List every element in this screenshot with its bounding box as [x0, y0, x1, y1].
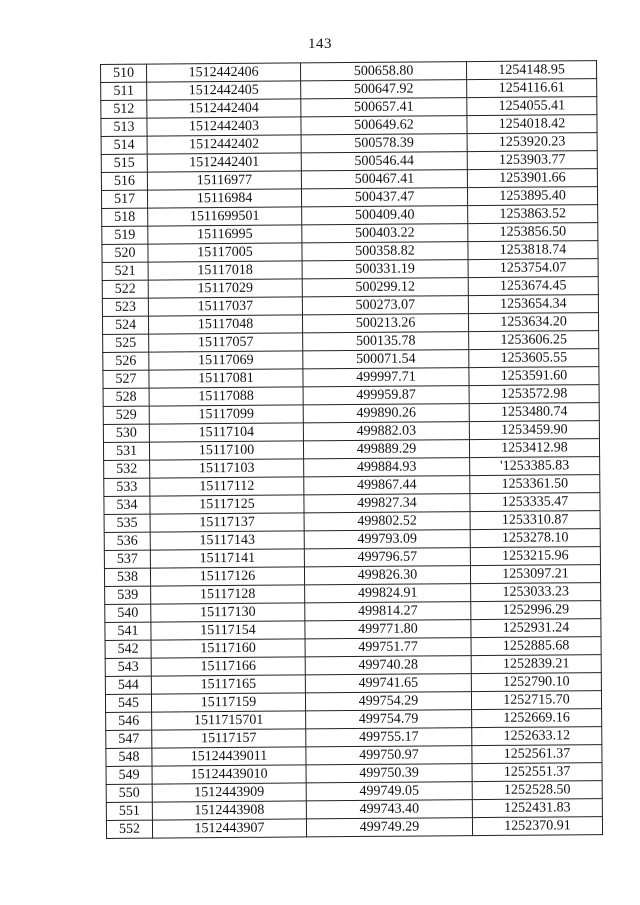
- y-coordinate-cell: 1253480.74: [469, 403, 599, 422]
- point-id-cell: 15117112: [150, 477, 304, 496]
- point-id-cell: 1512443908: [152, 801, 306, 820]
- x-coordinate-cell: 500467.41: [301, 170, 467, 189]
- y-coordinate-cell: 1252839.21: [471, 655, 601, 674]
- point-id-cell: 15117029: [148, 279, 302, 298]
- point-number-cell: 550: [106, 784, 152, 802]
- point-id-cell: 15117125: [150, 495, 304, 514]
- point-id-cell: 15117128: [151, 585, 305, 604]
- point-number-cell: 530: [103, 424, 149, 442]
- y-coordinate-cell: '1253385.83: [470, 457, 600, 476]
- x-coordinate-cell: 499889.29: [303, 440, 469, 459]
- x-coordinate-cell: 500578.39: [301, 134, 467, 153]
- y-coordinate-cell: 1254148.95: [466, 61, 596, 80]
- x-coordinate-cell: 500135.78: [303, 332, 469, 351]
- coordinates-table: [100, 60, 603, 839]
- point-number-cell: 511: [101, 82, 147, 100]
- y-coordinate-cell: 1253215.96: [470, 547, 600, 566]
- point-id-cell: 15117048: [148, 315, 302, 334]
- y-coordinate-cell: 1253674.45: [468, 277, 598, 296]
- point-number-cell: 551: [106, 802, 152, 820]
- point-number-cell: 520: [102, 244, 148, 262]
- point-id-cell: 15117100: [149, 441, 303, 460]
- x-coordinate-cell: 499814.27: [305, 602, 471, 621]
- point-number-cell: 541: [105, 622, 151, 640]
- y-coordinate-cell: 1253412.98: [469, 439, 599, 458]
- point-id-cell: 15117130: [151, 603, 305, 622]
- y-coordinate-cell: 1253818.74: [468, 241, 598, 260]
- y-coordinate-cell: 1253606.25: [469, 331, 599, 350]
- x-coordinate-cell: 500213.26: [302, 314, 468, 333]
- point-id-cell: 15117126: [150, 567, 304, 586]
- point-id-cell: 1512442406: [147, 63, 301, 82]
- y-coordinate-cell: 1253361.50: [470, 475, 600, 494]
- point-number-cell: 538: [104, 568, 150, 586]
- y-coordinate-cell: 1253335.47: [470, 493, 600, 512]
- point-id-cell: 15117005: [148, 243, 302, 262]
- y-coordinate-cell: 1252996.29: [471, 601, 601, 620]
- page-number: 143: [308, 36, 332, 52]
- point-id-cell: 15117157: [152, 729, 306, 748]
- point-number-cell: 519: [102, 226, 148, 244]
- x-coordinate-cell: 499755.17: [306, 728, 472, 747]
- coordinates-table-body: [101, 61, 603, 839]
- y-coordinate-cell: 1253754.07: [468, 259, 598, 278]
- point-id-cell: 1511699501: [148, 207, 302, 226]
- point-number-cell: 545: [105, 694, 151, 712]
- y-coordinate-cell: 1252790.10: [471, 673, 601, 692]
- x-coordinate-cell: 500273.07: [302, 296, 468, 315]
- y-coordinate-cell: 1253895.40: [467, 187, 597, 206]
- x-coordinate-cell: 499750.97: [306, 746, 472, 765]
- point-number-cell: 552: [106, 820, 152, 838]
- point-id-cell: 15117141: [150, 549, 304, 568]
- point-number-cell: 533: [104, 478, 150, 496]
- point-number-cell: 537: [104, 550, 150, 568]
- point-number-cell: 544: [105, 676, 151, 694]
- x-coordinate-cell: 499749.05: [306, 782, 472, 801]
- x-coordinate-cell: 500299.12: [302, 278, 468, 297]
- point-number-cell: 515: [101, 154, 147, 172]
- x-coordinate-cell: 499754.29: [305, 692, 471, 711]
- y-coordinate-cell: 1253310.87: [470, 511, 600, 530]
- y-coordinate-cell: 1253591.60: [469, 367, 599, 386]
- point-id-cell: 15117159: [151, 693, 305, 712]
- point-id-cell: 1512442401: [147, 153, 301, 172]
- x-coordinate-cell: 500649.62: [301, 116, 467, 135]
- y-coordinate-cell: 1252561.37: [472, 745, 602, 764]
- point-id-cell: 15117103: [150, 459, 304, 478]
- x-coordinate-cell: 499826.30: [304, 566, 470, 585]
- point-number-cell: 535: [104, 514, 150, 532]
- x-coordinate-cell: 500071.54: [303, 350, 469, 369]
- y-coordinate-cell: 1253920.23: [467, 133, 597, 152]
- y-coordinate-cell: 1253634.20: [468, 313, 598, 332]
- point-id-cell: 15124439010: [152, 765, 306, 784]
- point-id-cell: 1511715701: [152, 711, 306, 730]
- point-id-cell: 15124439011: [152, 747, 306, 766]
- y-coordinate-cell: 1253605.55: [469, 349, 599, 368]
- y-coordinate-cell: 1254116.61: [467, 79, 597, 98]
- point-id-cell: 15117104: [149, 423, 303, 442]
- point-id-cell: 1512442402: [147, 135, 301, 154]
- x-coordinate-cell: 499771.80: [305, 620, 471, 639]
- point-id-cell: 15117057: [149, 333, 303, 352]
- point-id-cell: 15117081: [149, 369, 303, 388]
- y-coordinate-cell: 1253856.50: [468, 223, 598, 242]
- x-coordinate-cell: 500647.92: [301, 80, 467, 99]
- point-id-cell: 15116995: [148, 225, 302, 244]
- point-id-cell: 15117160: [151, 639, 305, 658]
- y-coordinate-cell: 1253459.90: [469, 421, 599, 440]
- y-coordinate-cell: 1253863.52: [468, 205, 598, 224]
- y-coordinate-cell: 1253033.23: [471, 583, 601, 602]
- point-number-cell: 539: [105, 586, 151, 604]
- point-number-cell: 534: [104, 496, 150, 514]
- point-number-cell: 536: [104, 532, 150, 550]
- point-id-cell: 15116977: [147, 171, 301, 190]
- point-number-cell: 540: [105, 604, 151, 622]
- y-coordinate-cell: 1252669.16: [472, 709, 602, 728]
- x-coordinate-cell: 499827.34: [304, 494, 470, 513]
- x-coordinate-cell: 499890.26: [303, 404, 469, 423]
- y-coordinate-cell: 1253903.77: [467, 151, 597, 170]
- x-coordinate-cell: 499882.03: [303, 422, 469, 441]
- point-id-cell: 15117143: [150, 531, 304, 550]
- x-coordinate-cell: 499750.39: [306, 764, 472, 783]
- y-coordinate-cell: 1253278.10: [470, 529, 600, 548]
- point-id-cell: 15117099: [149, 405, 303, 424]
- y-coordinate-cell: 1253654.34: [468, 295, 598, 314]
- point-number-cell: 542: [105, 640, 151, 658]
- x-coordinate-cell: 500358.82: [302, 242, 468, 261]
- point-number-cell: 518: [102, 208, 148, 226]
- x-coordinate-cell: 499749.29: [306, 818, 472, 837]
- point-number-cell: 531: [103, 442, 149, 460]
- x-coordinate-cell: 499741.65: [305, 674, 471, 693]
- x-coordinate-cell: 499743.40: [306, 800, 472, 819]
- x-coordinate-cell: 500657.41: [301, 98, 467, 117]
- x-coordinate-cell: 499884.93: [304, 458, 470, 477]
- point-id-cell: 15117018: [148, 261, 302, 280]
- y-coordinate-cell: 1252431.83: [472, 799, 602, 818]
- x-coordinate-cell: 499959.87: [303, 386, 469, 405]
- x-coordinate-cell: 499802.52: [304, 512, 470, 531]
- x-coordinate-cell: 499793.09: [304, 530, 470, 549]
- point-id-cell: 15117069: [149, 351, 303, 370]
- x-coordinate-cell: 499751.77: [305, 638, 471, 657]
- point-number-cell: 548: [106, 748, 152, 766]
- point-id-cell: 1512443907: [152, 819, 306, 838]
- point-id-cell: 15117037: [148, 297, 302, 316]
- y-coordinate-cell: 1252551.37: [472, 763, 602, 782]
- point-number-cell: 517: [101, 190, 147, 208]
- point-id-cell: 15117154: [151, 621, 305, 640]
- point-id-cell: 15117165: [151, 675, 305, 694]
- point-id-cell: 1512442404: [147, 99, 301, 118]
- y-coordinate-cell: 1254055.41: [467, 97, 597, 116]
- point-number-cell: 529: [103, 406, 149, 424]
- x-coordinate-cell: 499867.44: [304, 476, 470, 495]
- point-id-cell: 15117088: [149, 387, 303, 406]
- y-coordinate-cell: 1254018.42: [467, 115, 597, 134]
- y-coordinate-cell: 1253901.66: [467, 169, 597, 188]
- point-id-cell: 15117137: [150, 513, 304, 532]
- x-coordinate-cell: 500403.22: [302, 224, 468, 243]
- y-coordinate-cell: 1252715.70: [471, 691, 601, 710]
- y-coordinate-cell: 1252370.91: [472, 817, 602, 836]
- y-coordinate-cell: 1252931.24: [471, 619, 601, 638]
- x-coordinate-cell: 499824.91: [305, 584, 471, 603]
- y-coordinate-cell: 1252528.50: [472, 781, 602, 800]
- point-id-cell: 1512443909: [152, 783, 306, 802]
- x-coordinate-cell: 499754.79: [306, 710, 472, 729]
- point-number-cell: 526: [103, 352, 149, 370]
- point-number-cell: 546: [106, 712, 152, 730]
- y-coordinate-cell: 1253572.98: [469, 385, 599, 404]
- x-coordinate-cell: 499796.57: [304, 548, 470, 567]
- point-number-cell: 514: [101, 136, 147, 154]
- point-number-cell: 532: [104, 460, 150, 478]
- x-coordinate-cell: 500409.40: [302, 206, 468, 225]
- point-number-cell: 543: [105, 658, 151, 676]
- x-coordinate-cell: 500437.47: [301, 188, 467, 207]
- point-number-cell: 522: [102, 280, 148, 298]
- point-number-cell: 547: [106, 730, 152, 748]
- x-coordinate-cell: 499740.28: [305, 656, 471, 675]
- point-number-cell: 513: [101, 118, 147, 136]
- point-number-cell: 521: [102, 262, 148, 280]
- x-coordinate-cell: 500658.80: [300, 62, 466, 81]
- point-number-cell: 510: [101, 64, 147, 82]
- x-coordinate-cell: 499997.71: [303, 368, 469, 387]
- point-number-cell: 528: [103, 388, 149, 406]
- point-id-cell: 15117166: [151, 657, 305, 676]
- point-number-cell: 549: [106, 766, 152, 784]
- point-number-cell: 523: [102, 298, 148, 316]
- point-number-cell: 525: [103, 334, 149, 352]
- x-coordinate-cell: 500546.44: [301, 152, 467, 171]
- point-id-cell: 15116984: [147, 189, 301, 208]
- x-coordinate-cell: 500331.19: [302, 260, 468, 279]
- point-number-cell: 524: [102, 316, 148, 334]
- y-coordinate-cell: 1252633.12: [472, 727, 602, 746]
- point-number-cell: 527: [103, 370, 149, 388]
- point-id-cell: 1512442403: [147, 117, 301, 136]
- y-coordinate-cell: 1252885.68: [471, 637, 601, 656]
- y-coordinate-cell: 1253097.21: [470, 565, 600, 584]
- point-number-cell: 516: [101, 172, 147, 190]
- point-number-cell: 512: [101, 100, 147, 118]
- point-id-cell: 1512442405: [147, 81, 301, 100]
- table-row: [106, 817, 602, 839]
